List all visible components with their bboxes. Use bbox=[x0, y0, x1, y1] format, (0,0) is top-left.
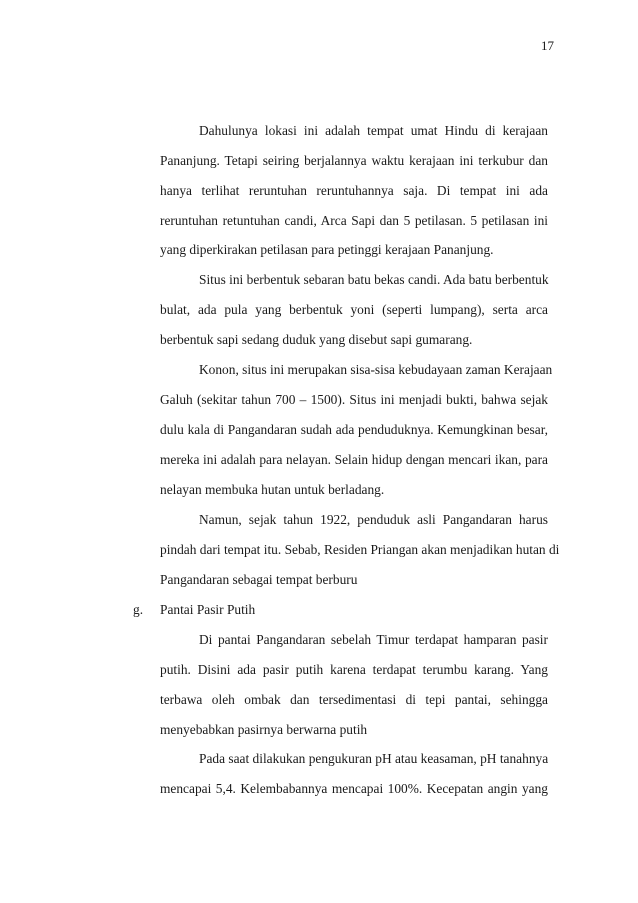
paragraph-line: Dahulunya lokasi ini adalah tempat umat Hindu di kerajaan bbox=[199, 123, 548, 138]
paragraph-line: Di pantai Pangandaran sebelah Timur terdapat hamparan pasir bbox=[199, 632, 548, 647]
paragraph-line: putih. Disini ada pasir putih karena terdapat terumbu karang. Yang bbox=[160, 662, 548, 677]
page-number: 17 bbox=[541, 38, 554, 53]
paragraph-line: bulat, ada pula yang berbentuk yoni (seperti lumpang), serta arca bbox=[160, 302, 548, 317]
paragraph-line: reruntuhan retuntuhan candi, Arca Sapi dan 5 petilasan. 5 petilasan ini bbox=[160, 213, 548, 228]
paragraph-line: Pangandaran sebagai tempat berburu bbox=[160, 572, 358, 587]
paragraph-line: hanya terlihat reruntuhan reruntuhannya saja. Di tempat ini ada bbox=[160, 183, 548, 198]
paragraph-line: Pananjung. Tetapi seiring berjalannya waktu kerajaan ini terkubur dan bbox=[160, 153, 548, 168]
paragraph-line: terbawa oleh ombak dan tersedimentasi di tepi pantai, sehingga bbox=[160, 692, 548, 707]
paragraph-line: menyebabkan pasirnya berwarna putih bbox=[160, 722, 368, 737]
paragraph-line: berbentuk sapi sedang duduk yang disebut sapi gumarang. bbox=[160, 332, 473, 347]
paragraph-line: mereka ini adalah para nelayan. Selain hidup dengan mencari ikan, para bbox=[160, 452, 548, 467]
paragraph-line: nelayan membuka hutan untuk berladang. bbox=[160, 482, 385, 497]
section-heading: Pantai Pasir Putih bbox=[160, 602, 256, 617]
paragraph-line: Konon, situs ini merupakan sisa-sisa kebudayaan zaman Kerajaan bbox=[199, 362, 553, 377]
section-marker: g. bbox=[133, 602, 144, 617]
paragraph-line: mencapai 5,4. Kelembabannya mencapai 100%. Kecepatan angin yang bbox=[160, 781, 548, 796]
paragraph-line: dulu kala di Pangandaran sudah ada penduduknya. Kemungkinan besar, bbox=[160, 422, 548, 437]
paragraph-line: Galuh (sekitar tahun 700 – 1500). Situs ini menjadi bukti, bahwa sejak bbox=[160, 392, 548, 407]
paragraph-line: Situs ini berbentuk sebaran batu bekas candi. Ada batu berbentuk bbox=[199, 272, 549, 287]
paragraph-line: Pada saat dilakukan pengukuran pH atau keasaman, pH tanahnya bbox=[199, 751, 549, 766]
paragraph-line: yang diperkirakan petilasan para petinggi kerajaan Pananjung. bbox=[160, 242, 494, 257]
paragraph-line: pindah dari tempat itu. Sebab, Residen Priangan akan menjadikan hutan di bbox=[160, 542, 560, 557]
paragraph-line: Namun, sejak tahun 1922, penduduk asli Pangandaran harus bbox=[199, 512, 548, 527]
